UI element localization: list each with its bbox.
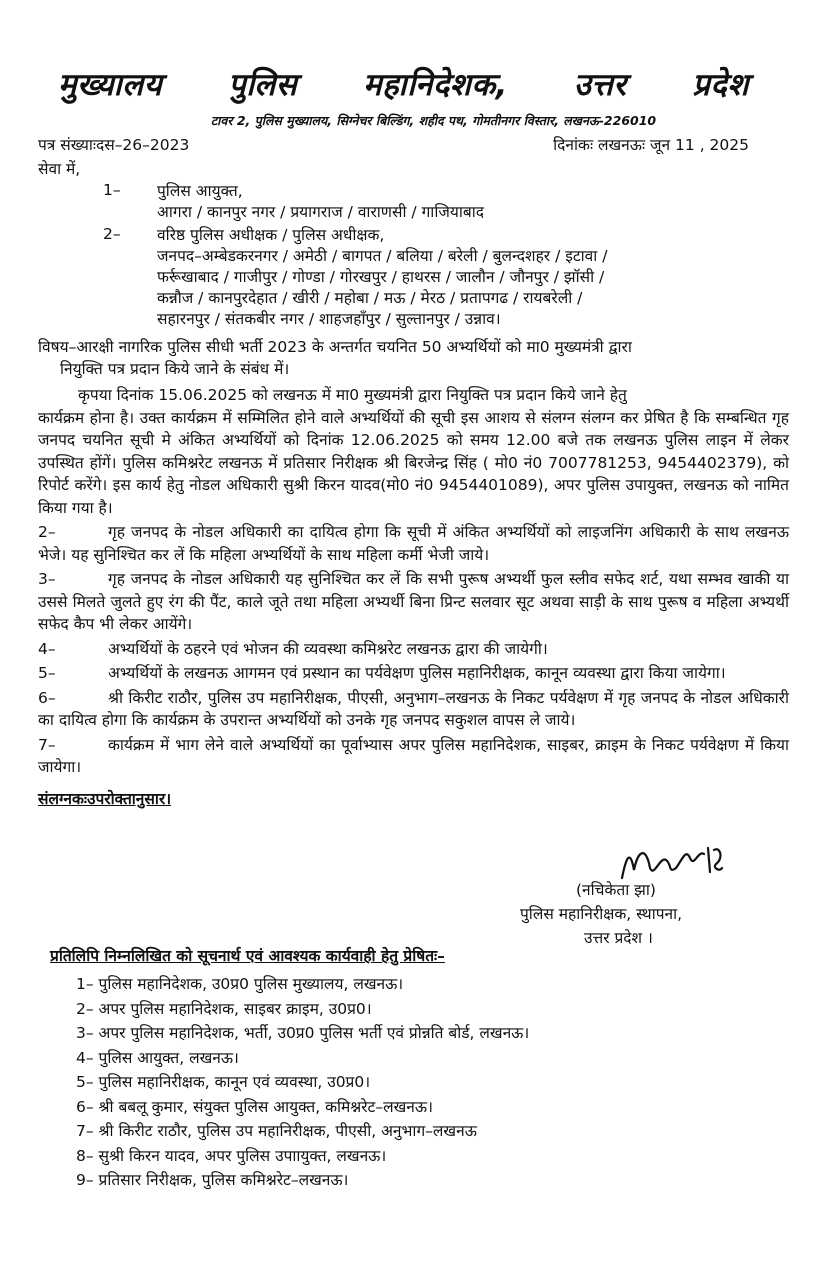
addressee-2 [38,225,789,330]
letterhead-title [38,60,789,110]
paragraph-point [38,638,789,661]
point-number: 6– [38,688,56,707]
addressee-line: पुलिस आयुक्त, [157,182,243,200]
letterhead-word-3: महानिदेशक, [363,67,508,103]
letterhead-word-2: पुलिस [228,67,298,103]
addressee-line: फर्रूखाबाद / गाजीपुर / गोण्डा / गोरखपुर / हाथरस / जालौन / जौनपुर / झॉसी / [157,268,605,286]
list-item: 9– प्रतिसार निरीक्षक, पुलिस कमिश्नरेट–लखनऊ। [76,1171,349,1189]
addressee-line: कन्नौज / कानपुरदेहात / खीरी / महोबा / मऊ / मेरठ / प्रतापगढ / रायबरेली / [157,289,583,307]
paragraph-1 [38,384,789,519]
paragraph-lead: कृपया दिनांक 15.06.2025 को लखनऊ में मा0 मुख्यमंत्री द्वारा नियुक्ति पत्र प्रदान किये जाने हेतु [78,386,627,404]
point-text: कार्यक्रम में भाग लेने वाले अभ्यर्थियों का पूर्वाभ्यास अपर पुलिस महानिदेशक, साइबर, क्राइम के निकट पर्यवेक्षण में किया जायेगा। [38,735,789,776]
list-item: 7– श्री किरीट राठौर, पुलिस उप महानिरीक्षक, पीएसी, अनुभाग–लखनऊ [76,1122,477,1140]
addressee-line: वरिष्ठ पुलिस अधीक्षक / पुलिस अधीक्षक, [157,226,385,244]
signature-block [520,878,682,950]
paragraph-point [38,521,789,566]
signatory-designation: पुलिस महानिरीक्षक, स्थापना, [520,905,683,923]
letterhead-word-4: उत्तर [573,67,627,103]
addressee-line: आगरा / कानपुर नगर / प्रयागराज / वाराणसी / गाजियाबाद [157,203,484,221]
addressee-number: 1– [103,181,121,199]
point-number: 5– [38,664,56,682]
subject [38,336,789,380]
signatory-place: उत्तर प्रदेश । [584,929,653,947]
copy-to-list [76,972,529,1193]
list-item: 4– पुलिस आयुक्त, लखनऊ। [76,1048,239,1067]
list-item: 8– सुश्री किरन यादव, अपर पुलिस उपाायुक्त, लखनऊ। [76,1146,387,1165]
subject-line: विषय–आरक्षी नागरिक पुलिस सीधी भर्ती 2023 के अन्तर्गत चयनित 50 अभ्यर्थियों को मा0 मुख्यमंत्री द्वारा [38,338,632,356]
point-number: 3– [38,570,56,588]
list-item: 2– अपर पुलिस महानिदेशक, साइबर क्राइम, उ0प्र0। [76,999,372,1018]
paragraph-point [38,568,789,636]
point-number: 2– [38,523,56,541]
letter-number: पत्र संख्याःदस–26–2023 [38,136,190,154]
letterhead-word-5: प्रदेश [692,67,749,103]
subject-line: नियुक्ति पत्र प्रदान किये जाने के संबंध में। [60,360,290,378]
list-item: 6– श्री बबलू कुमार, संयुक्त पुलिस आयुक्त, कमिश्नरेट–लखनऊ। [76,1097,433,1116]
enclosure-note: संलग्नकःउपरोक्तानुसार। [38,789,172,808]
paragraph-point [38,687,789,732]
point-text: गृह जनपद के नोडल अधिकारी यह सुनिश्चित कर लें कि सभी पुरूष अभ्यर्थी फुल स्लीव सफेद शर्ट, यथा सम्भव खाकी या उससे मिलते जुलते हुए रंग की पैंट, काले जूते तथा महिला अभ्यर्थी बिना प्रिन्ट सलवार सूट अथवा साड़ी के साथ पुरूष व महिला अभ्यर्थी सफेद कैप भी लेकर आयेंगे। [38,570,789,633]
point-text: श्री किरीट राठौर, पुलिस उप महानिरीक्षक, पीएसी, अनुभाग–लखनऊ के निकट पर्यवेक्षण में गृह जनपद के नोडल अधिकारी का दायित्व होगा कि कार्यक्रम के उपरान्त अभ्यर्थियों को उनके गृह जनपद सकुशल वापस ले जाये। [38,688,789,729]
addressee-line: जनपद–अम्बेडकरनगर / अमेठी / बागपत / बलिया / बरेली / बुलन्दशहर / इटावा / [157,247,608,265]
list-item: 3– अपर पुलिस महानिदेशक, भर्ती, उ0प्र0 पुलिस भर्ती एवं प्रोन्नति बोर्ड, लखनऊ। [76,1024,530,1042]
paragraph-point [38,734,789,779]
reference-line [38,133,789,155]
point-number: 4– [38,639,56,658]
point-text: अभ्यर्थियों के ठहरने एवं भोजन की व्यवस्था कमिश्नरेट लखनऊ द्वारा की जायेगी। [108,639,548,658]
point-number: 7– [38,735,56,754]
paragraph-point [38,662,789,685]
list-item: 5– पुलिस महानिरीक्षक, कानून एवं व्यवस्था, उ0प्र0। [76,1073,371,1091]
letter-date: दिनांकः लखनऊः जून 11 , 2025 [553,136,749,154]
list-item: 1– पुलिस महानिदेशक, उ0प्र0 पुलिस मुख्यालय, लखनऊ। [76,975,404,993]
addressee-line: सहारनपुर / संतकबीर नगर / शाहजहाँपुर / सुल्तानपुर / उन्नाव। [157,310,501,328]
point-text: अभ्यर्थियों के लखनऊ आगमन एवं प्रस्थान का पर्यवेक्षण पुलिस महानिरीक्षक, कानून व्यवस्था द्वारा किया जायेगा। [108,664,726,682]
addressee-number: 2– [103,225,121,243]
copy-to-heading: प्रतिलिपि निम्नलिखित को सूचनार्थ एवं आवश्यक कार्यवाही हेतु प्रेषितः– [50,947,445,965]
letterhead-word-1: मुख्यालय [58,67,163,103]
point-text: गृह जनपद के नोडल अधिकारी का दायित्व होगा कि सूची में अंकित अभ्यर्थियों को लाइजनिंग अधिकारी के साथ लखनऊ भेजे। यह सुनिश्चित कर लें कि महिला अभ्यर्थियों के साथ महिला कर्मी भेजी जाये। [38,523,789,564]
letterhead-address: टावर 2, पुलिस मुख्यालय, सिग्नेचर बिल्डिंग, शहीद पथ, गोमतीनगर विस्तार, लखनऊ-226010 [210,113,657,128]
paragraph-body: कार्यक्रम होना है। उक्त कार्यक्रम में सम्मिलित होने वाले अभ्यर्थियों की सूची इस आशय से संलग्न संलग्न कर प्रेषित है कि सम्बन्धित गृह जनपद चयनित सूची मे अंकित अभ्यर्थियों को दिनांक 12.06.2025 को समय 12.00 बजे तक लखनऊ पुलिस लाइन में लेकर उपस्थित होंगें। पुलिस कमिश्नरेट लखनऊ में प्रतिसार निरीक्षक श्री बिरजेन्द्र सिंह ( मो0 नं0 7007781253, 9454402379), को रिपोर्ट करेंगे। इस कार्य हेतु नोडल अधिकारी सुश्री किरन यादव(मो0 नं0 9454401089), अपर पुलिस उपायुक्त, लखनऊ को नामित किया गया है। [38,408,789,517]
salutation: सेवा में, [38,160,81,178]
addressee-1 [38,181,789,223]
signatory-name: (नचिकेता झा) [576,881,656,899]
